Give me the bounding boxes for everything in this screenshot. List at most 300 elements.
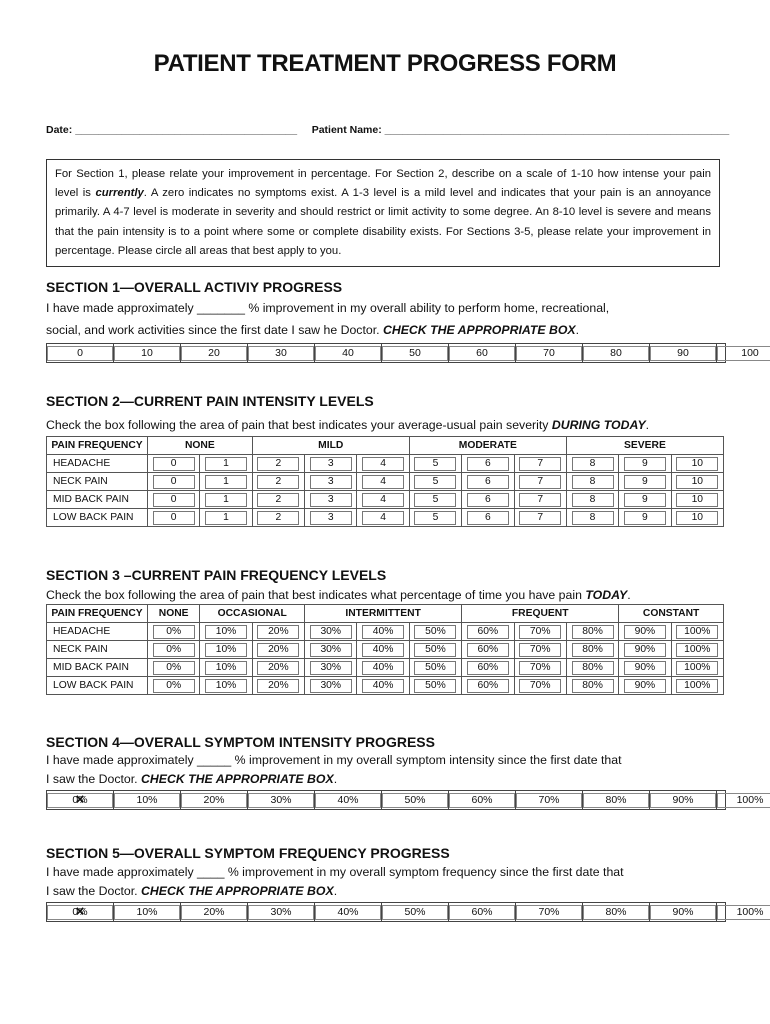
header-none: NONE (148, 437, 253, 455)
section5-line1: I have made approximately ____ % improvement in my overall symptom frequency since the first date that (46, 865, 624, 879)
rating-box[interactable] (619, 455, 671, 473)
rating-value: 80% (572, 643, 614, 657)
section4-option-label: 40% (315, 793, 381, 808)
rating-box[interactable] (252, 677, 304, 695)
section4-option-label: 100% (717, 793, 770, 808)
section4-option-label: 70% (516, 793, 582, 808)
rating-value: 30% (310, 679, 352, 693)
section1-line2-end: . (575, 323, 580, 337)
rating-box[interactable] (252, 509, 304, 527)
rating-box[interactable] (462, 677, 514, 695)
section1-line1: I have made approximately _______ % improvement in my overall ability to perform home, recreational, (46, 301, 610, 315)
section3-text-main: Check the box following the area of pain that best indicates what percentage of time you have pain (46, 588, 586, 602)
rating-value: 4 (362, 511, 404, 525)
rating-value: 2 (257, 493, 299, 507)
row-label: LOW BACK PAIN (47, 677, 148, 695)
section1-option-box[interactable] (247, 344, 314, 362)
rating-value: 5 (414, 511, 456, 525)
section4-line2-emphasis: CHECK THE APPROPRIATE BOX (141, 772, 334, 786)
pain-frequency-table (46, 604, 724, 695)
section4-option-box[interactable] (113, 791, 180, 809)
rating-value: 10 (676, 475, 718, 489)
rating-value: 8 (572, 457, 614, 471)
rating-value: 2 (257, 511, 299, 525)
section1-option-label: 60 (449, 346, 515, 361)
header-pain-frequency: PAIN FREQUENCY (47, 437, 148, 455)
rating-box[interactable] (148, 641, 200, 659)
rating-value: 100% (676, 625, 718, 639)
section1-option-box[interactable] (582, 344, 649, 362)
rating-box[interactable] (305, 509, 357, 527)
rating-box[interactable] (357, 641, 409, 659)
rating-box[interactable] (200, 641, 252, 659)
rating-value: 40% (362, 679, 404, 693)
rating-box[interactable] (200, 623, 252, 641)
section4-option-box[interactable] (314, 791, 381, 809)
rating-box[interactable] (566, 641, 618, 659)
rating-box[interactable] (671, 677, 723, 695)
section1-option-box[interactable] (314, 344, 381, 362)
rating-value: 10 (676, 457, 718, 471)
section1-option-label: 0 (47, 346, 113, 361)
row-label: NECK PAIN (47, 473, 148, 491)
rating-box[interactable] (305, 455, 357, 473)
section1-option-label: 80 (583, 346, 649, 361)
rating-value: 7 (519, 457, 561, 471)
rating-box[interactable] (671, 659, 723, 677)
rating-value: 0% (153, 679, 195, 693)
section5-option-box[interactable] (180, 903, 247, 921)
rating-value: 6 (467, 511, 509, 525)
rating-box[interactable] (409, 677, 461, 695)
section1-text (46, 297, 736, 341)
rating-box[interactable] (200, 677, 252, 695)
section4-line1: I have made approximately _____ % improvement in my overall symptom intensity since the first date that (46, 753, 622, 767)
rating-value: 100% (676, 643, 718, 657)
table-row (47, 677, 724, 695)
section4-option-label: 90% (650, 793, 716, 808)
rating-value: 1 (205, 475, 247, 489)
patient-name-field[interactable]: ___________________________________________________________ (384, 124, 730, 136)
rating-value: 0% (153, 643, 195, 657)
header-severe: SEVERE (566, 437, 723, 455)
rating-value: 20% (257, 679, 299, 693)
rating-value: 10% (205, 679, 247, 693)
rating-value: 4 (362, 493, 404, 507)
section4-line2-end: . (333, 772, 338, 786)
section5-option-box[interactable] (649, 903, 716, 921)
rating-box[interactable] (462, 455, 514, 473)
table-row (47, 491, 724, 509)
rating-box[interactable] (462, 659, 514, 677)
rating-value: 30% (310, 661, 352, 675)
form-title: PATIENT TREATMENT PROGRESS FORM (153, 50, 617, 77)
section1-option-box[interactable] (381, 344, 448, 362)
rating-value: 6 (467, 493, 509, 507)
rating-box[interactable] (409, 509, 461, 527)
rating-value: 5 (414, 457, 456, 471)
rating-value: 90% (624, 625, 666, 639)
rating-box[interactable] (462, 641, 514, 659)
rating-box[interactable] (357, 509, 409, 527)
rating-box[interactable] (252, 473, 304, 491)
section1-option-label: 40 (315, 346, 381, 361)
rating-box[interactable] (671, 509, 723, 527)
section5-option-label: 100% (717, 905, 770, 920)
section2-text (46, 414, 746, 436)
date-field[interactable]: ______________________________________ (75, 124, 298, 136)
section1-option-label: 10 (114, 346, 180, 361)
row-label: HEADACHE (47, 623, 148, 641)
rating-value: 8 (572, 493, 614, 507)
rating-value: 10% (205, 625, 247, 639)
rating-value: 80% (572, 679, 614, 693)
section4-option-label: 50% (382, 793, 448, 808)
rating-box[interactable] (148, 491, 200, 509)
section5-line2-text: I saw the Doctor. (46, 884, 142, 898)
rating-box[interactable] (566, 623, 618, 641)
header-mild: MILD (252, 437, 409, 455)
rating-box[interactable] (462, 473, 514, 491)
section2-text-end: . (645, 418, 650, 432)
rating-value: 40% (362, 643, 404, 657)
rating-value: 50% (414, 661, 456, 675)
rating-value: 70% (519, 679, 561, 693)
section4-option-box[interactable] (448, 791, 515, 809)
rating-box[interactable] (148, 473, 200, 491)
rating-value: 0 (153, 493, 195, 507)
section5-option-box[interactable] (582, 903, 649, 921)
section5-option-box[interactable] (314, 903, 381, 921)
rating-box[interactable] (409, 623, 461, 641)
rating-box[interactable] (566, 491, 618, 509)
header-fields (46, 124, 729, 136)
rating-box[interactable] (514, 623, 566, 641)
header-occasional: OCCASIONAL (200, 605, 305, 623)
section4-option-box[interactable] (582, 791, 649, 809)
rating-value: 50% (414, 679, 456, 693)
section4-option-box[interactable] (515, 791, 582, 809)
section5-option-box[interactable] (247, 903, 314, 921)
rating-box[interactable] (671, 641, 723, 659)
rating-value: 10 (676, 493, 718, 507)
rating-box[interactable] (200, 659, 252, 677)
rating-box[interactable] (148, 659, 200, 677)
section5-line2 (46, 882, 746, 901)
rating-box[interactable] (671, 491, 723, 509)
table-row (47, 623, 724, 641)
header-intermittent: INTERMITTENT (305, 605, 462, 623)
section1-option-box[interactable] (180, 344, 247, 362)
rating-box[interactable] (462, 623, 514, 641)
rating-value: 40% (362, 625, 404, 639)
rating-value: 100% (676, 679, 718, 693)
header-moderate: MODERATE (409, 437, 566, 455)
row-label: MID BACK PAIN (47, 659, 148, 677)
section1-option-box[interactable] (515, 344, 582, 362)
rating-value: 60% (467, 625, 509, 639)
instructions-text-2: . A zero indicates no symptoms exist. A 1-3 level is a mild level and indicates that your pain is an annoyance primarily. A 4-7 level is moderate in severity and should restrict or limit activity to some degree. An 8-10 level is severe and means that the pain intensity is to a point where some or complete disability exists. For Sections 3-5, please relate your improvement in percentage. Please circle all areas that best apply to you. (55, 187, 712, 257)
rating-value: 0 (153, 511, 195, 525)
section4-option-box[interactable] (649, 791, 716, 809)
rating-value: 0% (153, 625, 195, 639)
section4-options (46, 790, 764, 810)
rating-value: 0 (153, 475, 195, 489)
section1-option-label: 50 (382, 346, 448, 361)
rating-box[interactable] (252, 455, 304, 473)
rating-box[interactable] (148, 623, 200, 641)
section5-line2-end: . (333, 884, 338, 898)
section5-option-label: 0% ✕ (47, 905, 113, 920)
rating-box[interactable] (566, 455, 618, 473)
rating-box[interactable] (148, 455, 200, 473)
section4-option-box[interactable] (716, 791, 770, 809)
section1-option-box[interactable] (47, 344, 113, 362)
rating-box[interactable] (305, 473, 357, 491)
section2-title: SECTION 2—CURRENT PAIN INTENSITY LEVELS (46, 393, 374, 409)
rating-value: 100% (676, 661, 718, 675)
rating-box[interactable] (514, 677, 566, 695)
rating-box[interactable] (619, 641, 671, 659)
header-constant: CONSTANT (619, 605, 724, 623)
rating-value: 60% (467, 679, 509, 693)
rating-box[interactable] (305, 623, 357, 641)
section1-option-label: 90 (650, 346, 716, 361)
section5-option-box[interactable] (448, 903, 515, 921)
rating-box[interactable] (200, 509, 252, 527)
section4-option-box[interactable] (381, 791, 448, 809)
rating-value: 50% (414, 643, 456, 657)
rating-box[interactable] (200, 473, 252, 491)
section4-option-label: 0% ✕ (47, 793, 113, 808)
rating-box[interactable] (514, 509, 566, 527)
rating-box[interactable] (409, 641, 461, 659)
rating-box[interactable] (566, 473, 618, 491)
rating-value: 7 (519, 475, 561, 489)
rating-value: 50% (414, 625, 456, 639)
section1-option-box[interactable] (716, 344, 770, 362)
rating-box[interactable] (305, 491, 357, 509)
rating-value: 2 (257, 457, 299, 471)
section5-option-box[interactable] (716, 903, 770, 921)
section4-line2-text: I saw the Doctor. (46, 772, 142, 786)
rating-value: 20% (257, 661, 299, 675)
rating-box[interactable] (148, 677, 200, 695)
rating-box[interactable] (409, 455, 461, 473)
rating-box[interactable] (619, 491, 671, 509)
rating-value: 6 (467, 457, 509, 471)
rating-box[interactable] (252, 623, 304, 641)
section4-text (46, 751, 746, 789)
rating-box[interactable] (671, 623, 723, 641)
header-frequent: FREQUENT (462, 605, 619, 623)
section3-text-end: . (627, 588, 631, 602)
rating-box[interactable] (671, 473, 723, 491)
table-header-row (47, 605, 724, 623)
rating-value: 3 (310, 511, 352, 525)
pain-intensity-table (46, 436, 724, 527)
rating-box[interactable] (566, 677, 618, 695)
section3-title: SECTION 3 –CURRENT PAIN FREQUENCY LEVELS (46, 567, 387, 583)
section1-option-label: 30 (248, 346, 314, 361)
rating-box[interactable] (409, 659, 461, 677)
table-row (47, 659, 724, 677)
rating-box[interactable] (305, 641, 357, 659)
section1-option-label: 70 (516, 346, 582, 361)
rating-value: 9 (624, 511, 666, 525)
section4-option-box[interactable] (47, 791, 113, 809)
section5-option-label: 30% (248, 905, 314, 920)
section4-option-label: 10% (114, 793, 180, 808)
rating-value: 10% (205, 661, 247, 675)
section5-title: SECTION 5—OVERALL SYMPTOM FREQUENCY PROGRESS (46, 845, 450, 861)
section4-option-box[interactable] (180, 791, 247, 809)
rating-value: 3 (310, 457, 352, 471)
row-label: HEADACHE (47, 455, 148, 473)
rating-box[interactable] (357, 473, 409, 491)
section4-option-label: 20% (181, 793, 247, 808)
rating-value: 30% (310, 625, 352, 639)
section5-options (46, 902, 764, 922)
section1-title: SECTION 1—OVERALL ACTIVIY PROGRESS (46, 279, 343, 295)
rating-value: 90% (624, 643, 666, 657)
rating-box[interactable] (357, 659, 409, 677)
rating-value: 5 (414, 475, 456, 489)
section3-text-emphasis: TODAY (585, 588, 628, 602)
rating-box[interactable] (252, 491, 304, 509)
rating-value: 10 (676, 511, 718, 525)
section1-option-box[interactable] (113, 344, 180, 362)
rating-value: 10% (205, 643, 247, 657)
row-label: NECK PAIN (47, 641, 148, 659)
section5-option-label: 50% (382, 905, 448, 920)
rating-box[interactable] (566, 509, 618, 527)
rating-box[interactable] (357, 455, 409, 473)
rating-value: 9 (624, 475, 666, 489)
section5-option-box[interactable] (47, 903, 113, 921)
rating-box[interactable] (619, 473, 671, 491)
rating-value: 1 (205, 493, 247, 507)
instructions-box (46, 159, 720, 267)
rating-box[interactable] (357, 677, 409, 695)
rating-value: 4 (362, 457, 404, 471)
rating-box[interactable] (148, 509, 200, 527)
section5-option-box[interactable] (515, 903, 582, 921)
rating-value: 70% (519, 661, 561, 675)
section4-option-label: 80% (583, 793, 649, 808)
row-label: LOW BACK PAIN (47, 509, 148, 527)
patient-name-label: Patient Name: (311, 124, 382, 136)
section4-option-label: 30% (248, 793, 314, 808)
rating-box[interactable] (619, 509, 671, 527)
section5-option-box[interactable] (381, 903, 448, 921)
rating-box[interactable] (514, 491, 566, 509)
rating-box[interactable] (252, 641, 304, 659)
rating-box[interactable] (409, 473, 461, 491)
section3-text (46, 584, 746, 606)
header-pain-frequency: PAIN FREQUENCY (47, 605, 148, 623)
rating-box[interactable] (462, 509, 514, 527)
rating-value: 40% (362, 661, 404, 675)
rating-box[interactable] (305, 659, 357, 677)
table-header-row (47, 437, 724, 455)
section1-option-box[interactable] (649, 344, 716, 362)
rating-value: 90% (624, 679, 666, 693)
rating-value: 6 (467, 475, 509, 489)
rating-value: 80% (572, 661, 614, 675)
section4-title: SECTION 4—OVERALL SYMPTOM INTENSITY PROGRESS (46, 734, 435, 750)
rating-value: 60% (467, 643, 509, 657)
rating-value: 60% (467, 661, 509, 675)
rating-value: 70% (519, 625, 561, 639)
section5-text (46, 863, 746, 901)
rating-box[interactable] (671, 455, 723, 473)
section5-option-label: 90% (650, 905, 716, 920)
rating-box[interactable] (252, 659, 304, 677)
rating-box[interactable] (619, 623, 671, 641)
rating-value: 8 (572, 475, 614, 489)
section2-text-main: Check the box following the area of pain that best indicates your average-usual pain severity (46, 418, 552, 432)
rating-box[interactable] (200, 455, 252, 473)
section1-option-box[interactable] (448, 344, 515, 362)
rating-value: 7 (519, 493, 561, 507)
rating-value: 9 (624, 457, 666, 471)
section5-option-label: 80% (583, 905, 649, 920)
rating-box[interactable] (619, 659, 671, 677)
header-none: NONE (148, 605, 200, 623)
rating-value: 20% (257, 643, 299, 657)
instructions-text-1: For Section 1, please relate your improvement in percentage. For Section 2, describe on a scale of 1-10 how intense your pain level is (55, 168, 711, 200)
section1-options (46, 343, 759, 363)
row-label: MID BACK PAIN (47, 491, 148, 509)
rating-box[interactable] (619, 677, 671, 695)
rating-box[interactable] (462, 491, 514, 509)
date-label: Date: (46, 124, 73, 136)
rating-box[interactable] (514, 455, 566, 473)
rating-box[interactable] (409, 491, 461, 509)
section5-option-label: 40% (315, 905, 381, 920)
rating-value: 70% (519, 643, 561, 657)
section1-option-label: 100 (717, 346, 770, 361)
rating-value: 3 (310, 475, 352, 489)
rating-box[interactable] (514, 659, 566, 677)
rating-box[interactable] (566, 659, 618, 677)
rating-value: 20% (257, 625, 299, 639)
rating-box[interactable] (200, 491, 252, 509)
section1-line2-emphasis: CHECK THE APPROPRIATE BOX (382, 323, 576, 337)
rating-value: 0 (153, 457, 195, 471)
section5-option-label: 20% (181, 905, 247, 920)
rating-box[interactable] (357, 491, 409, 509)
table-row (47, 509, 724, 527)
section1-line2-text: social, and work activities since the first date I saw he Doctor. (46, 323, 383, 337)
section5-option-label: 10% (114, 905, 180, 920)
section5-line2-emphasis: CHECK THE APPROPRIATE BOX (141, 884, 334, 898)
section5-option-box[interactable] (113, 903, 180, 921)
rating-box[interactable] (305, 677, 357, 695)
rating-box[interactable] (514, 641, 566, 659)
rating-box[interactable] (514, 473, 566, 491)
table-row (47, 455, 724, 473)
rating-value: 0% (153, 661, 195, 675)
section5-option-label: 70% (516, 905, 582, 920)
rating-value: 7 (519, 511, 561, 525)
rating-box[interactable] (357, 623, 409, 641)
section1-option-label: 20 (181, 346, 247, 361)
rating-value: 4 (362, 475, 404, 489)
section2-text-emphasis: DURING TODAY (551, 418, 646, 432)
section4-option-box[interactable] (247, 791, 314, 809)
